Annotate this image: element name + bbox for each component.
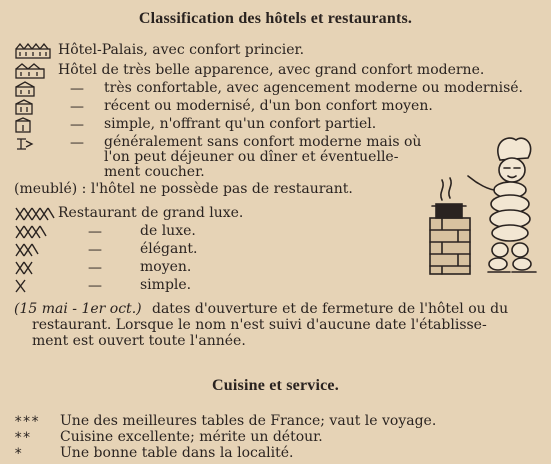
cuisine-item-text: Une des meilleures tables de France; vaut le voyage. [60, 413, 437, 429]
dates-line: dates d'ouverture et de fermeture de l'hôtel ou du [152, 301, 509, 317]
star-rating: * [14, 446, 23, 462]
continuation-dash: — [70, 99, 84, 115]
cuisine-section-title: Cuisine et service. [212, 377, 339, 394]
hotel-simple-icon [14, 117, 50, 133]
hotel-item-text-line: généralement sans confort moderne mais où [104, 134, 422, 150]
hotel-item-text-line: l'on peut déjeuner ou dîner et éventuelle- [104, 149, 399, 165]
restaurant-1-icon [14, 278, 28, 294]
continuation-dash: — [88, 260, 102, 276]
continuation-dash: — [88, 242, 102, 258]
cuisine-item-text: Une bonne table dans la localité. [60, 445, 294, 461]
restaurant-item-text: simple. [140, 277, 192, 293]
star-rating: ** [14, 430, 31, 446]
meuble-note: (meublé) : l'hôtel ne possède pas de restaurant. [14, 181, 353, 197]
hotel-recent-icon [14, 99, 50, 115]
hotel-very-comfortable-icon [14, 81, 50, 97]
continuation-dash: — [70, 117, 84, 133]
hotel-palace-icon [14, 43, 50, 59]
hotel-item-text: Hôtel-Palais, avec confort princier. [58, 42, 305, 58]
restaurant-2-icon [14, 260, 36, 276]
star-rating: *** [14, 414, 40, 430]
hotels-section-title: Classification des hôtels et restaurants. [138, 10, 413, 27]
continuation-dash: — [70, 135, 84, 151]
hotel-item-text: récent ou modernisé, d'un bon confort moyen. [104, 98, 433, 114]
dates-label: (15 mai - 1er oct.) [14, 301, 142, 317]
restaurant-item-text: de luxe. [140, 223, 196, 239]
cuisine-item-text: Cuisine excellente; mérite un détour. [60, 429, 323, 445]
dates-line: restaurant. Lorsque le nom n'est suivi d'aucune date l'établisse- [32, 317, 487, 333]
hotel-basic-icon [14, 135, 50, 151]
dates-line: ment est ouvert toute l'année. [32, 333, 246, 349]
restaurant-3-icon [14, 242, 42, 258]
hotel-item-text-line: ment coucher. [104, 164, 205, 180]
hotel-item-text: Hôtel de très belle apparence, avec grand confort moderne. [58, 62, 485, 78]
hotel-item-text: simple, n'offrant qu'un confort partiel. [104, 116, 377, 132]
continuation-dash: — [88, 224, 102, 240]
restaurant-item-text: Restaurant de grand luxe. [58, 205, 244, 221]
hotel-grand-comfort-icon [14, 63, 50, 79]
continuation-dash: — [88, 278, 102, 294]
restaurant-item-text: moyen. [140, 259, 192, 275]
michelin-chef-illustration [424, 132, 542, 278]
hotel-item-text: très confortable, avec agencement moderne ou modernisé. [104, 80, 523, 96]
restaurant-4-icon [14, 224, 48, 240]
restaurant-5-icon [14, 206, 56, 222]
restaurant-item-text: élégant. [140, 241, 198, 257]
continuation-dash: — [70, 81, 84, 97]
